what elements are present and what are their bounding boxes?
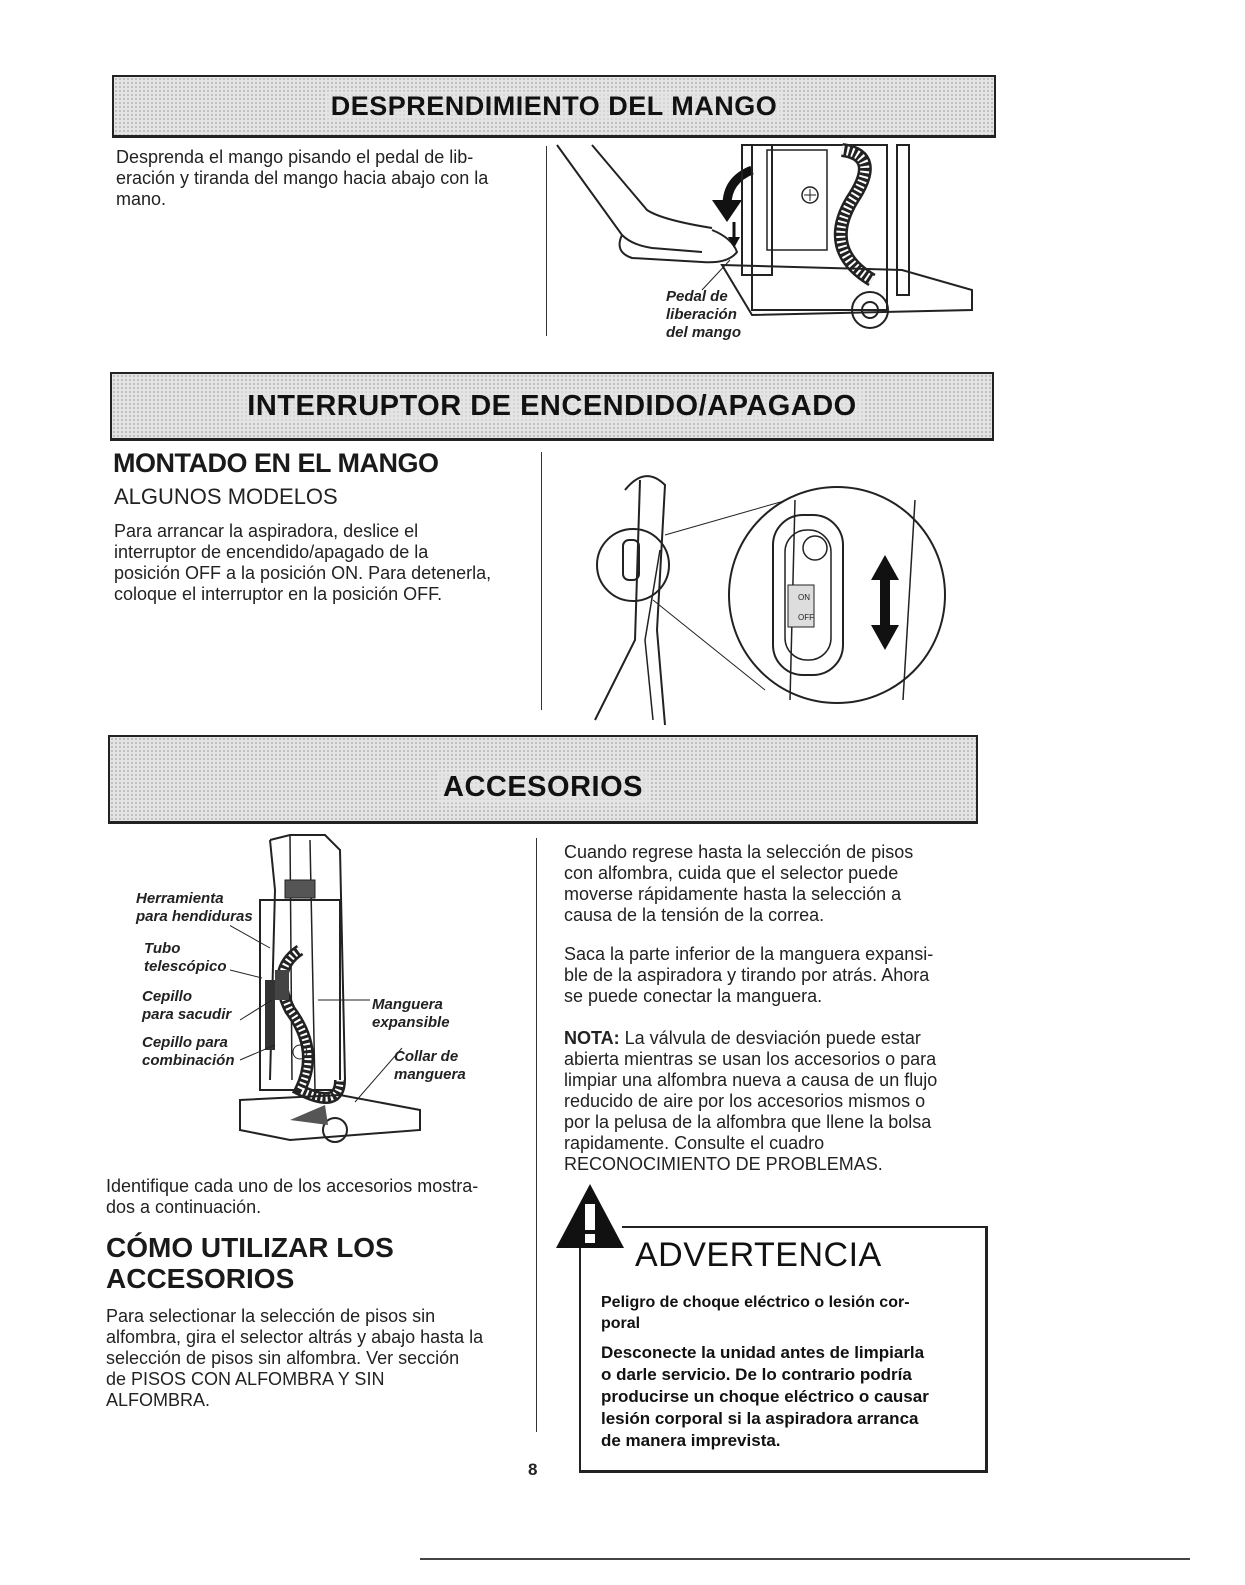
column-divider [541,452,542,710]
handle-release-illustration [552,140,992,350]
section-title: INTERRUPTOR DE ENCENDIDO/APAGADO [241,390,862,422]
warning-box [579,1226,988,1473]
hose-collar-label: Collar de manguera [394,1048,466,1083]
switch-mark-off: OFF [798,613,814,622]
section-banner-power-switch [110,372,994,441]
handle-mounted-heading: MONTADO EN EL MANGO [113,448,439,478]
note-label: NOTA: [564,1028,620,1048]
accessories-illustration [230,830,460,1150]
note-text: NOTA: La válvula de desviación puede estar abierta mientras se usan los accesorios o para limpiar una alfombra nueva a causa de un flujo reducido de aire por los accesorios mismos o por la pelusa de la alfombra que llene la bolsa rapidamente. Consulte el cuadro RECONOCIMIENTO DE PROBLEMAS. [564,1028,938,1174]
dusting-brush-label: Cepillo para sacudir [142,988,232,1023]
handle-release-text: Desprenda el mango pisando el pedal de lib- eración y tiranda del mango hacia abajo con la mano. [116,147,489,209]
section-banner-handle-release [112,75,996,138]
section-title: DESPRENDIMIENTO DEL MANGO [325,91,784,121]
column-divider [536,838,537,1432]
wand-label: Tubo telescópico [144,940,227,975]
warning-triangle-icon [554,1180,626,1252]
hose-removal-text: Saca la parte inferior de la manguera expansi- ble de la aspiradora y tirando por atrás. Ahora se puede conectar la manguera. [564,944,934,1006]
carpet-return-text: Cuando regrese hasta la selección de pisos con alfombra, cuida que el selector puede moverse rápidamente hasta la selección a causa de la tensión de la correa. [564,842,914,925]
warning-hazard: Peligro de choque eléctrico o lesión cor- poral [601,1294,910,1332]
warning-instructions: Desconecte la unidad antes de limpiarla o darle servicio. De lo contrario podría producirse un choque eléctrico o causar lesión corporal si la aspiradora arranca de manera imprevista. [601,1343,929,1450]
pedal-label: Pedal de liberación del mango [666,288,742,341]
how-to-use-heading: CÓMO UTILIZAR LOS ACCESORIOS [106,1232,394,1294]
some-models-subheading: ALGUNOS MODELOS [114,484,338,509]
combination-brush-label: Cepillo para combinación [142,1034,235,1069]
section-title: ACCESORIOS [437,771,649,803]
column-divider [546,146,547,336]
crevice-tool-label: Herramienta para hendiduras [136,890,253,925]
scan-edge [420,1558,1190,1560]
section-banner-accessories [108,735,978,824]
power-switch-illustration [585,460,955,730]
power-switch-text: Para arrancar la aspiradora, deslice el interruptor de encendido/apagado de la posición OFF a la posición ON. Para detenerla, coloque el interruptor en la posición OFF. [114,521,492,604]
how-to-use-text: Para selectionar la selección de pisos sin alfombra, gira el selector altrás y abajo hasta la selección de pisos sin alfombra. Ver sección de PISOS CON ALFOMBRA Y SIN ALFOMBRA. [106,1306,484,1410]
page-number: 8 [528,1460,538,1479]
identify-accessories-text: Identifique cada uno de los accesorios mostra- dos a continuación. [106,1176,479,1217]
switch-mark-on: ON [798,593,810,602]
hose-label: Manguera expansible [372,996,450,1031]
warning-title: ADVERTENCIA [635,1236,882,1274]
